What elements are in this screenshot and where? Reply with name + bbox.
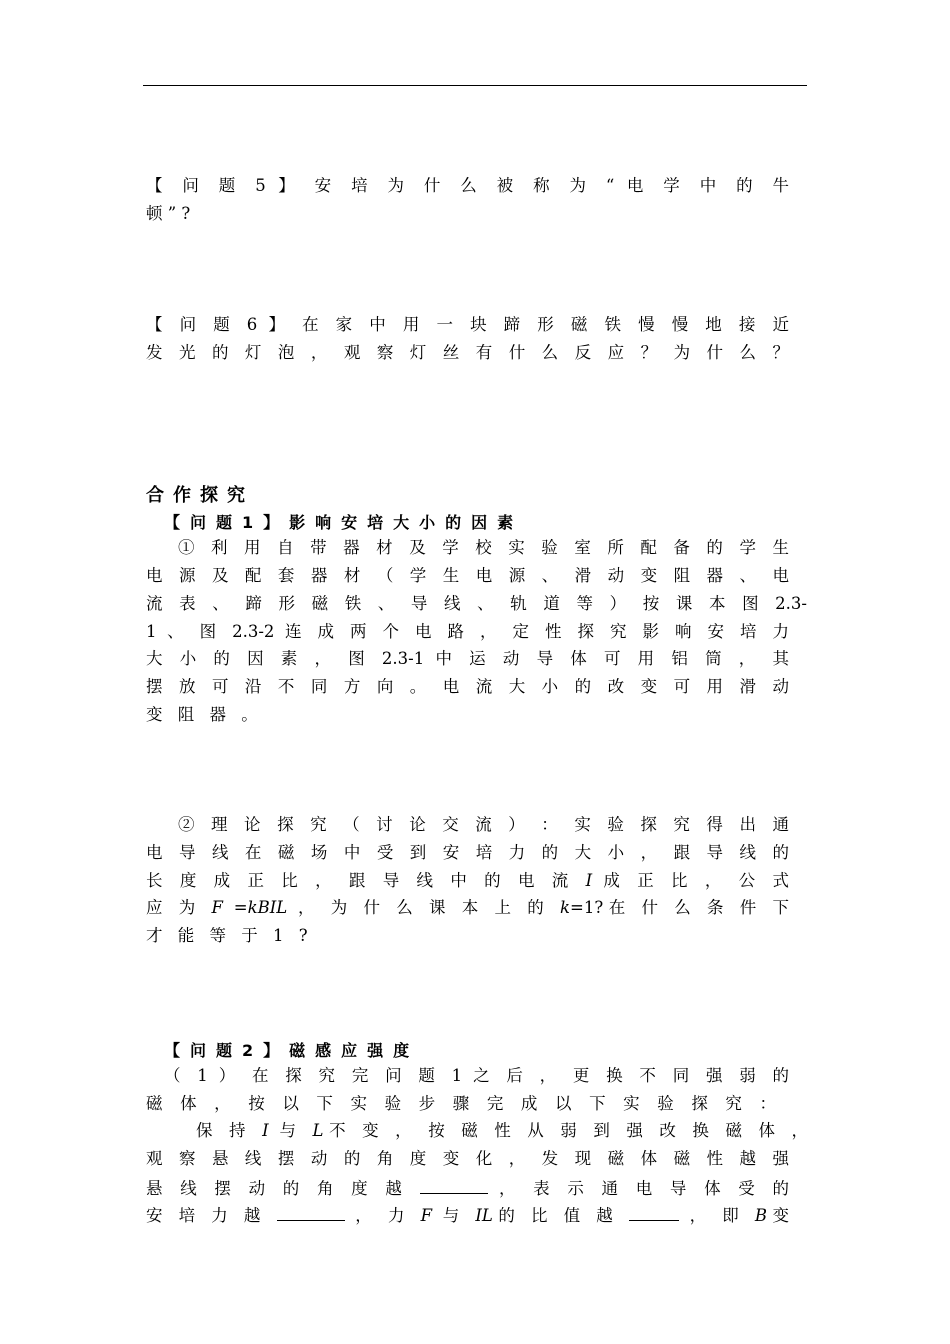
- problem-2-heading: 【问题2】磁感应强度: [164, 1041, 420, 1060]
- q2-line-6-e: ， 即: [689, 1206, 745, 1225]
- p2-line-1: ② 理 论 探 究 （ 讨 论 交 流 ） ： 实 验 探 究 得 出 通: [178, 815, 789, 834]
- p2-line-4: [146, 898, 789, 918]
- B-symbol: B: [754, 1206, 768, 1225]
- p2-line-4-a: 应 为: [146, 898, 201, 917]
- p2-line-3-a: 长 度 成 正 比 ， 跟 导 线 中 的 电 流: [146, 871, 575, 890]
- L-symbol: L: [312, 1121, 324, 1140]
- p2-line-3-b: 成 正 比 ， 公 式: [603, 871, 789, 890]
- blank-force[interactable]: [277, 1204, 345, 1221]
- blank-angle[interactable]: [420, 1177, 488, 1194]
- q2-line-2: 磁 体 ， 按 以 下 实 验 步 骤 完 成 以 下 实 验 探 究 ：: [146, 1094, 776, 1113]
- k-symbol: k: [560, 898, 571, 917]
- F-symbol: F: [420, 1206, 433, 1225]
- header-rule: [143, 85, 807, 86]
- q2-line-1: （ 1 ） 在 探 究 完 问 题 1 之 后 ， 更 换 不 同 强 弱 的: [164, 1066, 789, 1085]
- q2-line-6-c: 与: [442, 1206, 465, 1225]
- current-symbol: I: [585, 871, 593, 890]
- q2-line-3-c: 不 变 ， 按 磁 性 从 弱 到 强 改 换 磁 体 ，: [323, 1121, 808, 1140]
- p1-line-2: 电 源 及 配 套 器 材 （ 学 生 电 源 、 滑 动 变 阻 器 、 电: [146, 566, 789, 585]
- IL-symbol: IL: [475, 1206, 493, 1225]
- blank-ratio[interactable]: [629, 1204, 679, 1221]
- question-6-line-2: 发 光 的 灯 泡 ， 观 察 灯 丝 有 什 么 反 应 ？ 为 什 么 ？: [146, 343, 789, 362]
- q2-line-3-b: 与: [279, 1121, 302, 1140]
- q2-line-6-b: ， 力: [355, 1206, 410, 1225]
- q2-line-6-f: 变: [767, 1206, 790, 1225]
- q2-line-5-b: ， 表 示 通 电 导 体 受 的: [498, 1179, 789, 1198]
- p2-line-5: 才 能 等 于 1 ?: [146, 926, 308, 945]
- p1-line-6: 摆 放 可 沿 不 同 方 向 。 电 流 大 小 的 改 变 可 用 滑 动: [146, 677, 789, 696]
- q2-line-6-d: 的 比 值 越: [492, 1206, 619, 1225]
- p1-line-4: 1 、 图 2.3-2 连 成 两 个 电 路 ， 定 性 探 究 影 响 安 培 力: [146, 622, 789, 641]
- p1-line-5: 大 小 的 因 素 ， 图 2.3-1 中 运 动 导 体 可 用 铝 筒 ， 其: [146, 649, 789, 668]
- p2-line-2: 电 导 线 在 磁 场 中 受 到 安 培 力 的 大 小 ， 跟 导 线 的: [146, 843, 789, 862]
- question-6-line-1: 【 问 题 6 】 在 家 中 用 一 块 蹄 形 磁 铁 慢 慢 地 接 近: [146, 315, 789, 334]
- q2-line-5: [146, 1177, 789, 1199]
- q2-line-6: [146, 1204, 789, 1226]
- q2-line-5-a: 悬 线 摆 动 的 角 度 越: [146, 1179, 409, 1198]
- q2-line-3-a: 保 持: [196, 1121, 252, 1140]
- formula: F =kBIL: [211, 898, 288, 917]
- p1-line-1: ① 利 用 自 带 器 材 及 学 校 实 验 室 所 配 备 的 学 生: [178, 538, 789, 557]
- problem-1-heading: 【问题1】影响安培大小的因素: [164, 513, 524, 532]
- question-5-line-1: 【 问 题 5 】 安 培 为 什 么 被 称 为 “ 电 学 中 的 牛: [146, 176, 789, 195]
- p1-line-7: 变 阻 器 。: [146, 705, 258, 724]
- I-symbol: I: [262, 1121, 269, 1140]
- p2-line-3: [146, 871, 789, 891]
- p1-line-3: 流 表 、 蹄 形 磁 铁 、 导 线 、 轨 道 等 ） 按 课 本 图 2.3-: [146, 594, 807, 613]
- q2-line-6-a: 安 培 力 越: [146, 1206, 266, 1225]
- p2-line-4-c: =1?在 什 么 条 件 下: [570, 898, 790, 917]
- section-title: 合作探究: [146, 485, 254, 506]
- q2-line-3: [196, 1121, 808, 1141]
- q2-line-4: 观 察 悬 线 摆 动 的 角 度 变 化 ， 发 现 磁 体 磁 性 越 强: [146, 1149, 789, 1168]
- question-5-line-2: 顿 ” ?: [146, 204, 191, 223]
- p2-line-4-b: ， 为 什 么 课 本 上 的: [297, 898, 550, 917]
